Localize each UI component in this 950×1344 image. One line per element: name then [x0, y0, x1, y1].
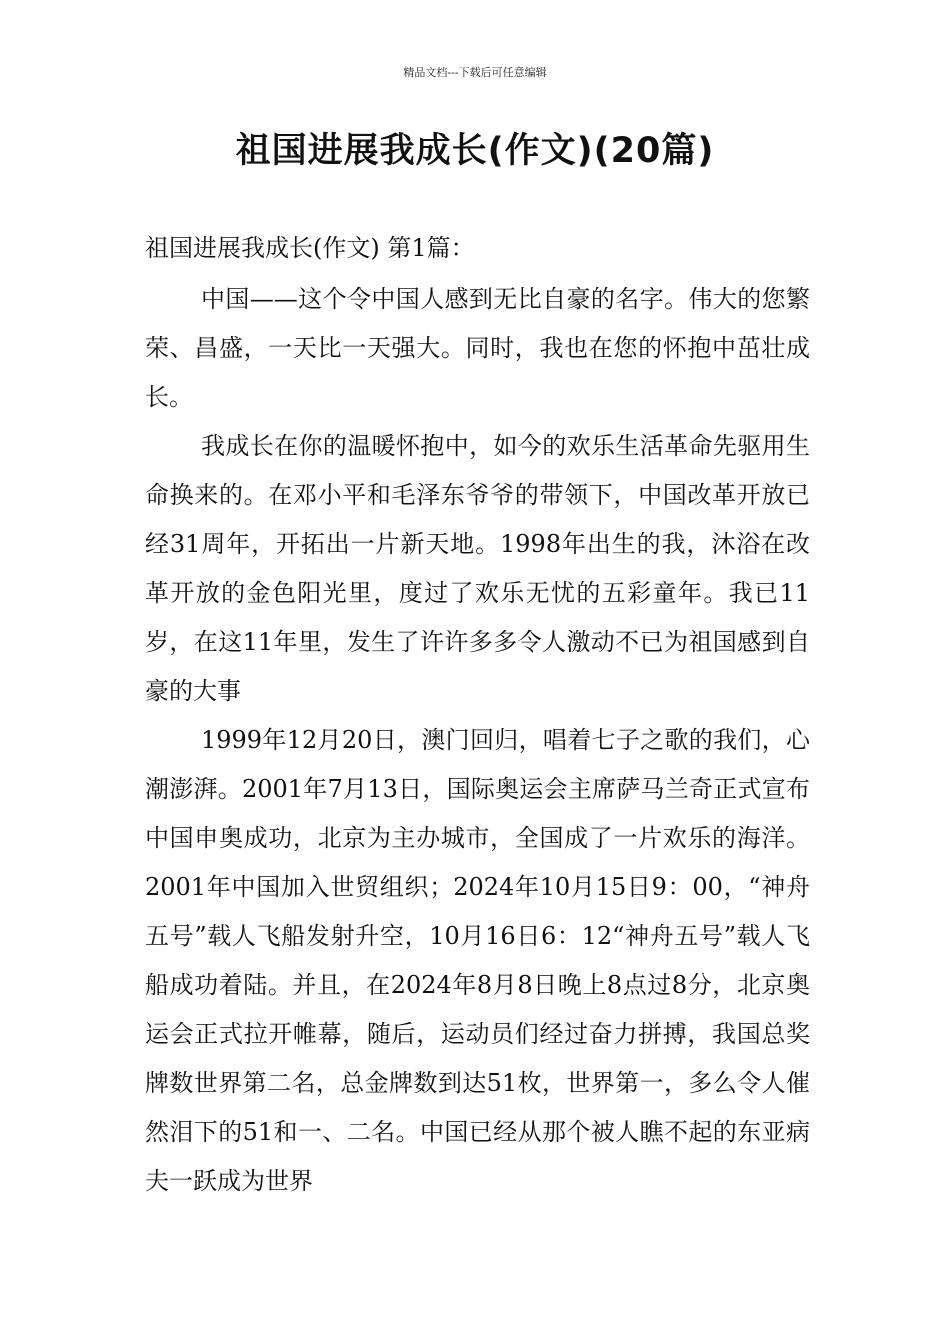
document-body [145, 224, 810, 1206]
paragraph-1: 中国——这个令中国人感到无比自豪的名字。伟大的您繁荣、昌盛，一天比一天强大。同时，我也在您的怀抱中茁壮成长。 [145, 285, 810, 411]
header-note: 精品文档---下载后可任意编辑 [403, 66, 547, 79]
document-title: 祖国进展我成长(作文)(20篇) [235, 131, 715, 171]
paragraph-3: 1999年12月20日，澳门回归，唱着七子之歌的我们，心潮澎湃。2001年7月13日，国际奥运会主席萨马兰奇正式宣布中国申奥成功，北京为主办城市，全国成了一片欢乐的海洋。2001年中国加入世贸组织；2024年10月15日9：00，“神舟五号”载人飞船发射升空，10月16日6：12“神舟五号”载人飞船成功着陆。并且，在2024年8月8日晚上8点过8分，北京奥运会正式拉开帷幕，随后，运动员们经过奋力拼搏，我国总奖牌数世界第二名，总金牌数到达51枚，世界第一，多么令人催然泪下的51和一、二名。中国已经从那个被人瞧不起的东亚病夫一跃成为世界 [145, 726, 810, 1195]
paragraph-2: 我成长在你的温暖怀抱中，如今的欢乐生活革命先驱用生命换来的。在邓小平和毛泽东爷爷的带领下，中国改革开放已经31周年，开拓出一片新天地。1998年出生的我，沐浴在改革开放的金色阳光里，度过了欢乐无忧的五彩童年。我已11岁，在这11年里，发生了许许多多令人激动不已为祖国感到自豪的大事 [145, 432, 810, 705]
section-heading: 祖国进展我成长(作文) 第1篇： [145, 234, 475, 262]
